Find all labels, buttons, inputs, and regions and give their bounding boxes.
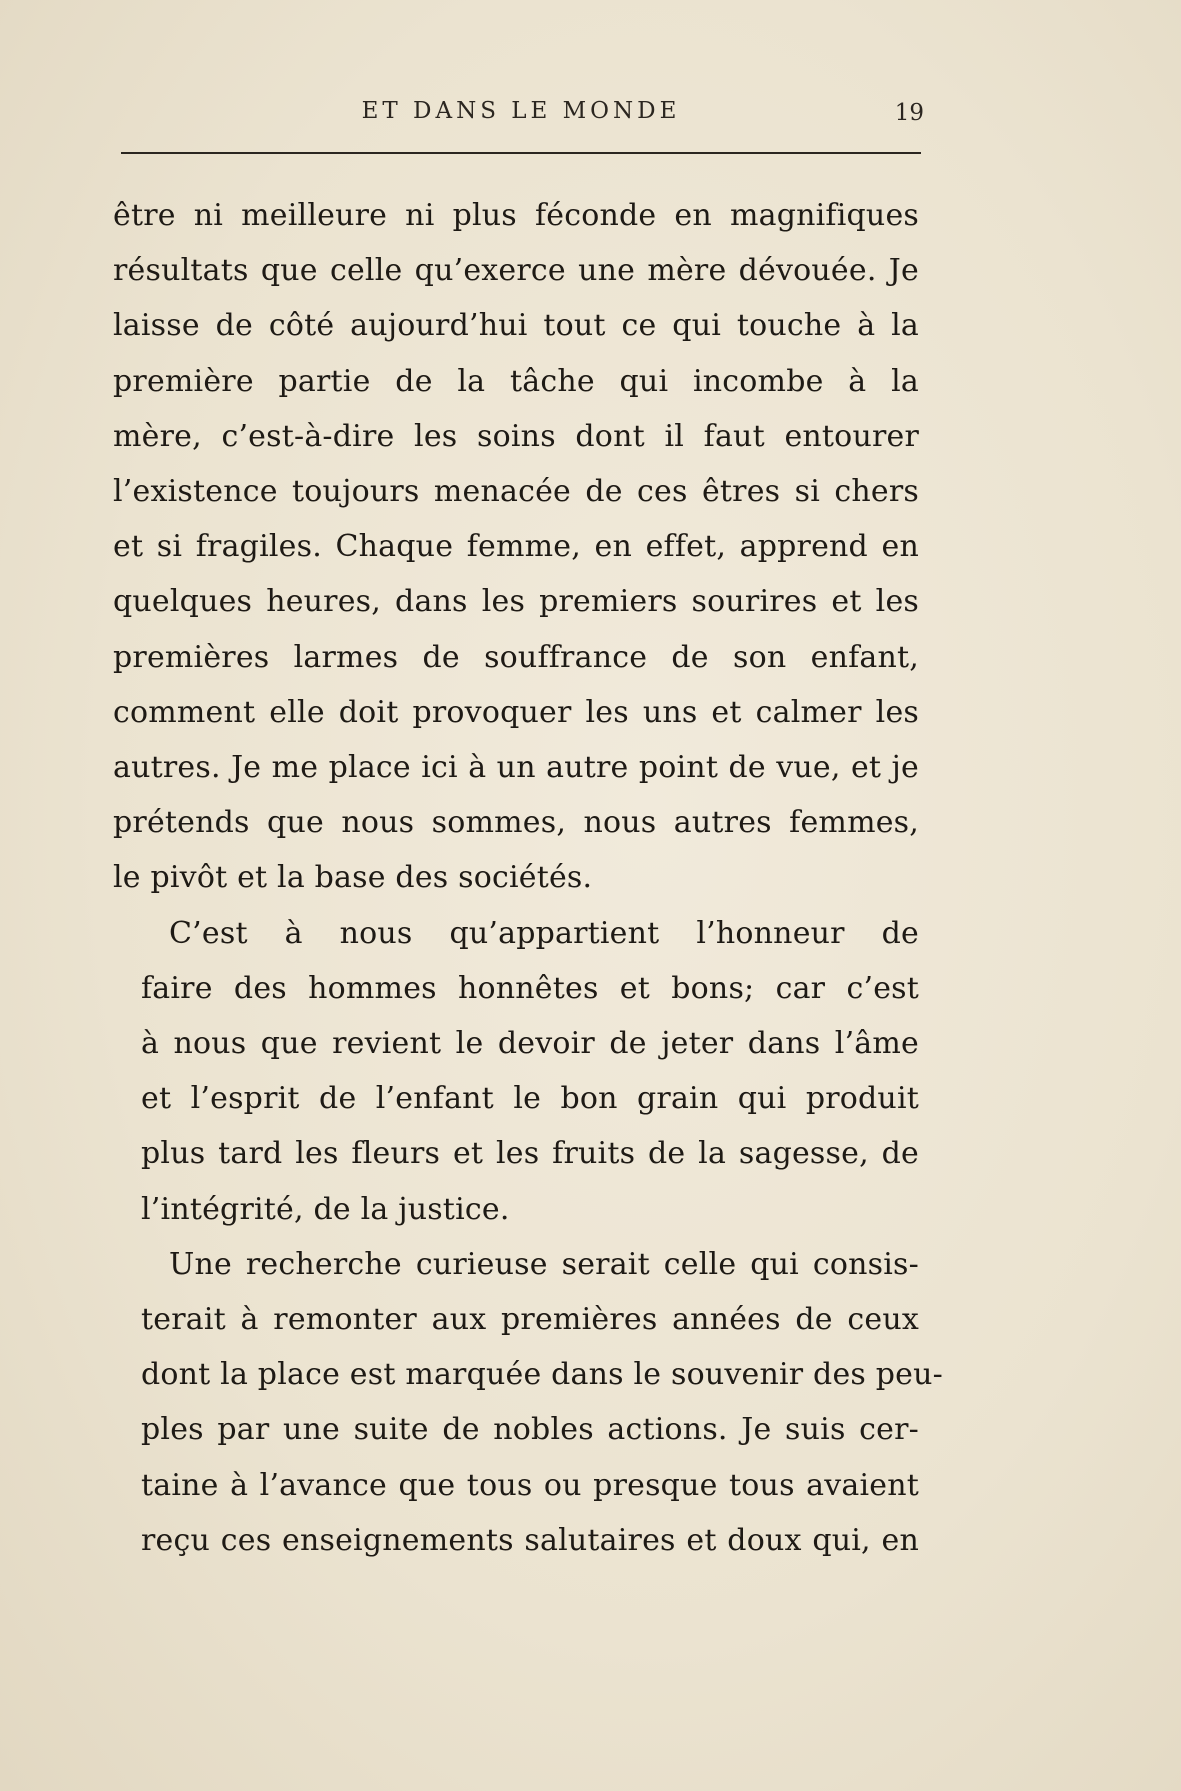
text-line: autres. Je me place ici à un autre point de vue, et je: [113, 750, 919, 786]
text-line: et si fragiles. Chaque femme, en effet, apprend en: [113, 529, 919, 565]
text-line: quelques heures, dans les premiers sourires et les: [113, 584, 919, 620]
text-line: laisse de côté aujourd’hui tout ce qui touche à la: [113, 308, 919, 344]
text-line: faire des hommes honnêtes et bons; car c’est: [141, 970, 919, 1006]
text-line: reçu ces enseignements salutaires et doux qui, en: [141, 1522, 919, 1558]
text-line: plus tard les fleurs et les fruits de la sagesse, de: [141, 1136, 919, 1172]
paragraph-1: [113, 188, 919, 906]
text-line: C’est à nous qu’appartient l’honneur de: [169, 915, 919, 951]
text-line: ples par une suite de nobles actions. Je suis cer-: [141, 1412, 919, 1448]
text-line: l’existence toujours menacée de ces êtres si chers: [113, 474, 919, 510]
text-line: l’intégrité, de la justice.: [141, 1191, 510, 1227]
running-title: ET DANS LE MONDE: [361, 98, 681, 124]
page-number: 19: [894, 100, 924, 126]
text-line: être ni meilleure ni plus féconde en magnifiques: [113, 198, 919, 233]
text-line: taine à l’avance que tous ou presque tous avaient: [141, 1467, 919, 1503]
body-text: [113, 188, 943, 1568]
page-header: [118, 92, 924, 136]
paragraph-2: [113, 906, 919, 1237]
text-line: le pivôt et la base des sociétés.: [113, 860, 593, 896]
text-line: résultats que celle qu’exerce une mère dévouée. Je: [113, 253, 919, 289]
text-line: Une recherche curieuse serait celle qui consis-: [169, 1246, 919, 1282]
text-line: mère, c’est-à-dire les soins dont il faut entourer: [113, 418, 919, 454]
text-line: terait à remonter aux premières années de ceux: [141, 1302, 919, 1338]
text-line: et l’esprit de l’enfant le bon grain qui produit: [141, 1081, 919, 1117]
text-line: comment elle doit provoquer les uns et calmer les: [113, 694, 919, 730]
text-line: première partie de la tâche qui incombe à la: [113, 363, 919, 399]
header-rule: [121, 152, 921, 154]
text-line: à nous que revient le devoir de jeter dans l’âme: [141, 1026, 919, 1062]
text-line: dont la place est marquée dans le souvenir des peu-: [141, 1357, 943, 1393]
paragraph-3: [113, 1237, 943, 1568]
text-line: prétends que nous sommes, nous autres femmes,: [113, 805, 919, 841]
text-line: premières larmes de souffrance de son enfant,: [113, 639, 919, 675]
